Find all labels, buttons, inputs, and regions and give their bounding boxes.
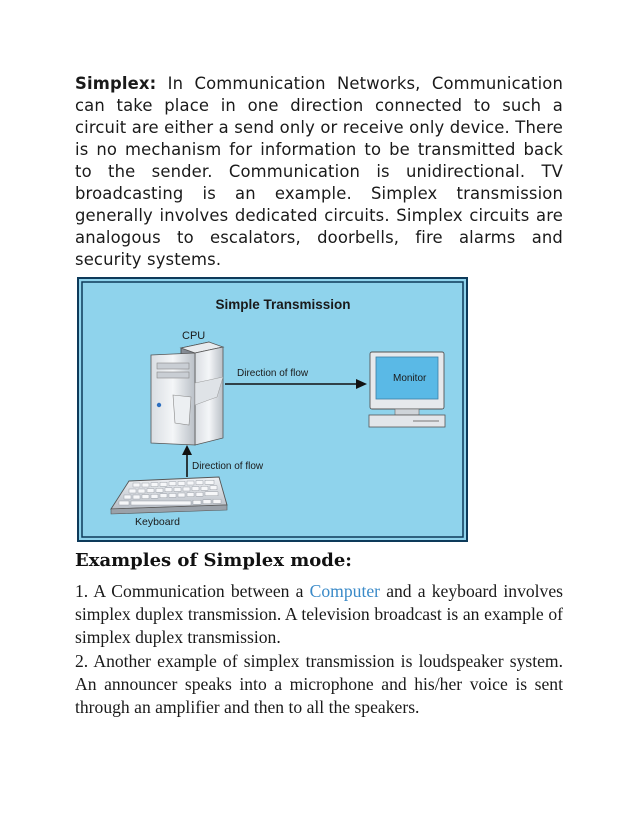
diagram-canvas	[77, 277, 468, 542]
example-1-text-start: 1. A Communication between a	[75, 581, 310, 601]
simplex-diagram	[77, 277, 468, 542]
flow-label-horizontal: Direction of flow	[237, 368, 309, 379]
example-paragraph-2: 2. Another example of simplex transmission is loudspeaker system. An announcer speaks into a microphone and his/her voice is sent through an amplifier and then to all the speakers.	[75, 651, 563, 717]
cpu-tower-icon	[151, 342, 223, 445]
diagram-title: Simple Transmission	[215, 297, 351, 312]
example-paragraph-1	[75, 580, 563, 649]
keyboard-label: Keyboard	[135, 516, 180, 528]
intro-text: In Communication Networks, Communication can take place in one direction connected to such a circuit are either a send only or receive only device. There is no mechanism for information to be transmitted back to the sender. Communication is unidirectional. TV broadcasting is an example. Simplex transmission generally involves dedicated circuits. Simplex circuits are analogous to escalators, doorbells, fire alarms and security systems.	[75, 74, 563, 269]
monitor-icon	[369, 352, 445, 427]
keyboard-icon	[111, 477, 227, 514]
example-1-text-end: and a keyboard involves simplex duplex transmission. A television broadcast is an example of simplex duplex transmission.	[75, 581, 564, 647]
examples-heading: Examples of Simplex mode:	[75, 550, 352, 571]
cpu-label: CPU	[182, 330, 206, 342]
flow-label-vertical: Direction of flow	[192, 461, 264, 472]
simplex-term: Simplex:	[75, 74, 157, 93]
computer-link[interactable]: Computer	[309, 581, 381, 601]
intro-paragraph	[75, 73, 563, 271]
monitor-label: Monitor	[393, 373, 427, 384]
